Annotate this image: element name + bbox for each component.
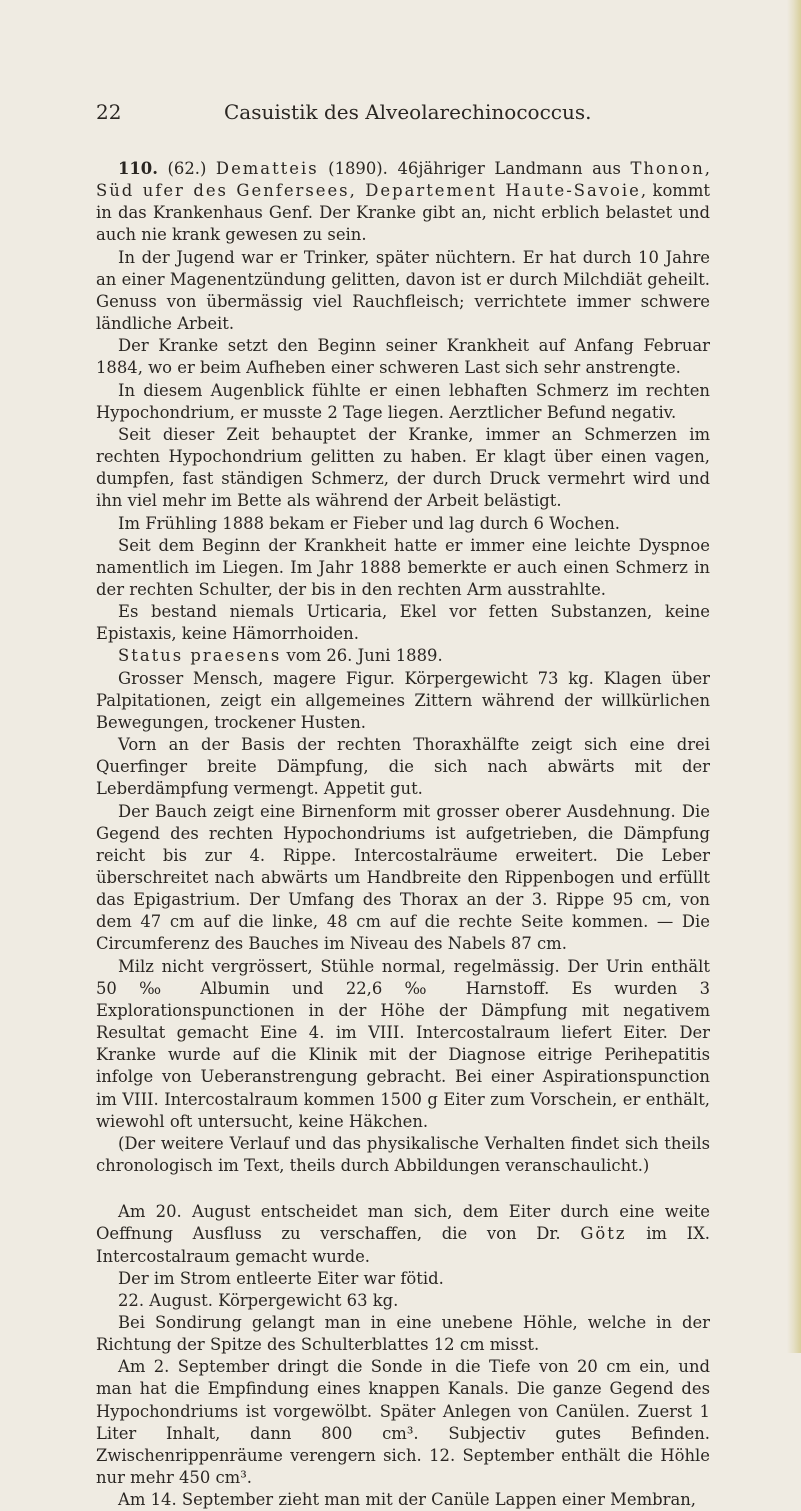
paragraph: Vorn an der Basis der rechten Thoraxhälfte zeigt sich eine drei Querfinger breite Dämpfung, die sich nach abwärts mit der Leberdämpfung vermengt. Appetit gut. — [96, 735, 710, 799]
section-gap — [96, 1177, 710, 1201]
paragraph: Es bestand niemals Urticaria, Ekel vor fetten Substanzen, keine Epistaxis, keine Hämorrhoiden. — [96, 602, 710, 644]
case-author: Dematteis — [215, 159, 319, 178]
paragraph: Seit dem Beginn der Krankheit hatte er immer eine leichte Dyspnoe namentlich im Liegen. Im Jahr 1888 bemerkte er auch einen Schmerz in der rechten Schulter, der bis in den rechten Arm ausstrahlte. — [96, 535, 710, 599]
paragraph: Am 14. September zieht man mit der Canüle Lappen einer Membran, — [118, 1490, 697, 1510]
paragraph: Am 20. August entscheidet man sich, dem Eiter durch eine weite Oeffnung Ausfluss zu verschaffen, die von Dr. Götz im IX. Intercostalraum gemacht wurde. — [96, 1202, 711, 1266]
paragraph: Der Bauch zeigt eine Birnenform mit grosser oberer Ausdehnung. Die Gegend des rechten Hypochondriums ist aufgetrieben, die Dämpfung reicht bis zur 4. Rippe. Intercostalräume erweitert. Die Leber überschreitet nach abwärts um Handbreite den Rippenbogen und erfüllt das Epigastrium. Der Umfang des Thorax an der 3. Rippe 95 cm, von dem 47 cm auf die linke, 48 cm auf die rechte Seite kommen. — Die Circumferenz des Bauches im Niveau des Nabels 87 cm. — [96, 801, 710, 954]
paragraph: Am 2. September dringt die Sonde in die Tiefe von 20 cm ein, und man hat die Empfindung eines knappen Kanals. Die ganze Gegend des Hypochondriums ist vorgewölbt. Später Anlegen von Canülen. Zuerst 1 Liter Inhalt, dann 800 cm³. Subjectiv gutes Befinden. Zwischenrippenräume verengern sich. 12. September enthält die Höhle nur mehr 450 cm³. — [96, 1357, 710, 1488]
paragraph: Der im Strom entleerte Eiter war fötid. — [118, 1268, 444, 1288]
paragraph: In der Jugend war er Trinker, später nüchtern. Er hat durch 10 Jahre an einer Magenentzündung gelitten, davon ist er durch Milchdiät geheilt. Genuss von übermässig viel Rauchfleisch; verrichtete immer schwere ländliche Arbeit. — [96, 247, 710, 334]
paragraph: 22. August. Körpergewicht 63 kg. — [118, 1290, 399, 1310]
page-edge-shadow — [787, 0, 801, 1353]
status-label: Status praesens — [118, 646, 282, 666]
running-header — [96, 100, 716, 128]
status-praesens: Status praesens vom 26. Juni 1889. — [118, 646, 443, 666]
paragraph: Milz nicht vergrössert, Stühle normal, regelmässig. Der Urin enthält 50 ‰ Albumin und 22,6 ‰ Harnstoff. Es wurden 3 Explorationspunctionen in der Höhe der Dämpfung mit negativem Resultat gemacht Eine 4. im VIII. Intercostalraum liefert Eiter. Der Kranke wurde auf die Klinik mit der Diagnose eitrige Perihepatitis infolge von Ueberanstrengung gebracht. Bei einer Aspirationspunction im VIII. Intercostalraum kommen 1500 g Eiter zum Vorschein, er enthält, wiewohl oft untersucht, keine Häkchen. — [96, 956, 710, 1131]
paragraph: Seit dieser Zeit behauptet der Kranke, immer an Schmerzen im rechten Hypochondrium gelitten zu haben. Er klagt über einen vagen, dumpfen, fast ständigen Schmerz, der durch Druck vermehrt wird und ihn viel mehr im Bette als während der Arbeit belästigt. — [96, 424, 710, 511]
paragraph: Grosser Mensch, magere Figur. Körpergewicht 73 kg. Klagen über Palpitationen, zeigt ein allgemeines Zittern während der willkürlichen Bewegungen, trockener Husten. — [96, 668, 710, 732]
body-text — [96, 158, 710, 1511]
paragraph: In diesem Augenblick fühlte er einen lebhaften Schmerz im rechten Hypochondrium, er musste 2 Tage liegen. Aerztlicher Befund negativ. — [96, 380, 710, 422]
paragraph: (Der weitere Verlauf und das physikalische Verhalten findet sich theils chronologisch im Text, theils durch Abbildungen veranschaulicht.) — [96, 1133, 710, 1176]
paragraph: Der Kranke setzt den Beginn seiner Krankheit auf Anfang Februar 1884, wo er beim Aufheben einer schweren Last sich sehr anstrengte. — [96, 336, 710, 378]
case-region: Süd ufer des Genfersees, Departement Haute-Savoie — [96, 181, 641, 201]
case-number: 110. — [118, 159, 158, 178]
case-intro: 110. (62.) Dematteis (1890). 46jähriger Landmann aus Thonon, Süd ufer des Genfersees, Departement Haute-Savoie, kommt in das Krankenhaus Genf. Der Kranke gibt an, nicht erblich belastet und auch nie krank gewesen zu sein. — [96, 159, 710, 245]
doctor-name: Götz — [580, 1224, 627, 1244]
running-title: Casuistik des Alveolarechinococcus. — [224, 100, 592, 124]
paragraph: Bei Sondirung gelangt man in eine unebene Höhle, welche in der Richtung der Spitze des Schulterblattes 12 cm misst. — [96, 1312, 710, 1355]
case-place: Thonon — [630, 159, 705, 178]
paragraph: Im Frühling 1888 bekam er Fieber und lag durch 6 Wochen. — [118, 513, 620, 533]
page-number: 22 — [96, 100, 122, 124]
